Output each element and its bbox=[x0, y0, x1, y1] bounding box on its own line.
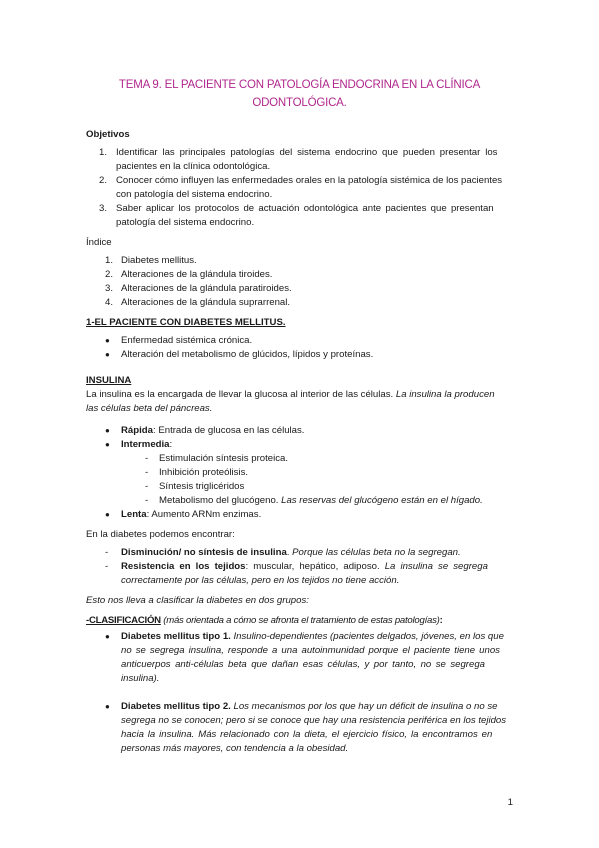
tipo1-line bbox=[121, 630, 504, 644]
objetivo-number: 1. bbox=[99, 147, 108, 158]
objetivo-line: Saber aplicar los protocolos de actuación odontológica ante pacientes que presentan bbox=[116, 203, 494, 214]
dash-marker: - bbox=[145, 495, 149, 506]
tipo2-line: hacia la insulina. Más relacionado con la dieta, el ejercicio físico, la encontramos en bbox=[121, 729, 493, 740]
resistencia-text: : muscular, hepático, adiposo. bbox=[245, 561, 380, 572]
insulina-italic-text: La insulina la producen bbox=[395, 389, 495, 400]
objetivo-line: pacientes en la clínica odontológica. bbox=[116, 161, 271, 172]
bullet-item: Enfermedad sistémica crónica. bbox=[121, 335, 253, 346]
lenta-item bbox=[121, 508, 261, 522]
dash-marker: - bbox=[105, 547, 109, 558]
tipo1-label: Diabetes mellitus tipo 1. bbox=[121, 631, 231, 642]
objetivo-number: 3. bbox=[99, 203, 108, 214]
intermedia-label: Intermedia bbox=[121, 439, 170, 450]
dash-marker: - bbox=[105, 561, 109, 572]
resistencia-label: Resistencia en los tejidos bbox=[121, 561, 246, 572]
bullet-icon: ● bbox=[105, 632, 110, 641]
intermedia-subitem: Inhibición proteólisis. bbox=[159, 467, 249, 478]
bullet-icon: ● bbox=[105, 440, 110, 449]
bullet-icon: ● bbox=[105, 350, 110, 359]
rapida-label: Rápida bbox=[121, 425, 153, 436]
intermedia-colon: : bbox=[169, 439, 173, 450]
resistencia-italic-line: correctamente por las células, pero en los tejidos no tiene acción. bbox=[121, 575, 400, 586]
resistencia-italic: La insulina se segrega bbox=[384, 561, 488, 572]
intermedia-subitem: Síntesis triglicéridos bbox=[159, 481, 245, 492]
tipo1-line: anticuerpos anti-células beta que dañan esas células, y por tanto, no se segrega bbox=[121, 659, 486, 670]
tipo1-line: no se segrega insulina, responde a una autoinmunidad porque el paciente tiene unos bbox=[121, 645, 500, 656]
insulina-heading: INSULINA bbox=[86, 375, 132, 386]
insulina-paragraph bbox=[86, 388, 495, 402]
title-line-1: TEMA 9. EL PACIENTE CON PATOLOGÍA ENDOCRINA EN LA CLÍNICA bbox=[118, 79, 481, 91]
objetivo-line: Conocer cómo influyen las enfermedades orales en la patología sistémica de los pacientes bbox=[116, 175, 503, 186]
dash-marker: - bbox=[145, 467, 149, 478]
objetivo-line: con patología del sistema endocrino. bbox=[116, 189, 273, 200]
insulina-text: La insulina es la encargada de llevar la glucosa al interior de las células. bbox=[86, 389, 394, 400]
lenta-text: : Aumento ARNm enzimas. bbox=[146, 509, 262, 520]
resistencia-item bbox=[121, 560, 488, 574]
indice-item: Diabetes mellitus. bbox=[121, 255, 197, 266]
bullet-icon: ● bbox=[105, 702, 110, 711]
intermedia-item bbox=[121, 438, 172, 452]
disminucion-text: . bbox=[286, 547, 290, 558]
tipo2-line: segrega no se conocen; pero si se conoce que hay una resistencia periférica en los tejidos bbox=[121, 715, 507, 726]
clasificar-text: Esto nos lleva a clasificar la diabetes en dos grupos: bbox=[86, 595, 309, 606]
disminucion-item bbox=[121, 546, 461, 560]
indice-number: 2. bbox=[105, 269, 114, 280]
tipo2-line: personas más mayores, con tendencia a la obesidad. bbox=[121, 743, 349, 754]
rapida-item bbox=[121, 424, 304, 438]
bullet-icon: ● bbox=[105, 510, 110, 519]
clasificacion-colon: : bbox=[439, 615, 443, 626]
indice-item: Alteraciones de la glándula suprarrenal. bbox=[121, 297, 291, 308]
indice-number: 4. bbox=[105, 297, 114, 308]
tipo1-text: Insulino-dependientes (pacientes delgados, jóvenes, en los que bbox=[233, 631, 504, 642]
lenta-label: Lenta bbox=[121, 509, 147, 520]
indice-item: Alteraciones de la glándula paratiroides. bbox=[121, 283, 292, 294]
indice-number: 1. bbox=[105, 255, 114, 266]
clasificacion-line bbox=[86, 614, 443, 628]
tipo1-line: insulina). bbox=[121, 673, 160, 684]
objetivo-number: 2. bbox=[99, 175, 108, 186]
glucogeno-italic: Las reservas del glucógeno están en el hígado. bbox=[281, 495, 483, 506]
section-heading: 1-EL PACIENTE CON DIABETES MELLITUS. bbox=[86, 317, 286, 328]
rapida-text: : Entrada de glucosa en las células. bbox=[153, 425, 305, 436]
page-title bbox=[60, 76, 539, 112]
objetivos-heading: Objetivos bbox=[86, 129, 130, 140]
tipo2-label: Diabetes mellitus tipo 2. bbox=[121, 701, 231, 712]
objetivo-line: Identificar las principales patologías del sistema endocrino que pueden presentar los bbox=[116, 147, 498, 158]
intermedia-subitem: Estimulación síntesis proteica. bbox=[159, 453, 289, 464]
tipo2-line bbox=[121, 700, 497, 714]
glucogeno-text: Metabolismo del glucógeno. bbox=[159, 495, 279, 506]
disminucion-italic: Porque las células beta no la segregan. bbox=[292, 547, 461, 558]
bullet-icon: ● bbox=[105, 336, 110, 345]
indice-item: Alteraciones de la glándula tiroides. bbox=[121, 269, 273, 280]
title-line-2: ODONTOLÓGICA. bbox=[252, 97, 347, 109]
objetivo-line: patología del sistema endocrino. bbox=[116, 217, 255, 228]
dash-marker: - bbox=[145, 481, 149, 492]
page-number: 1 bbox=[507, 797, 513, 808]
insulina-italic-line: las células beta del páncreas. bbox=[86, 403, 213, 414]
disminucion-label: Disminución/ no síntesis de insulina bbox=[121, 547, 287, 558]
tipo2-text: Los mecanismos por los que hay un déficit de insulina o no se bbox=[233, 701, 498, 712]
bullet-item: Alteración del metabolismo de glúcidos, lípidos y proteínas. bbox=[121, 349, 374, 360]
bullet-icon: ● bbox=[105, 426, 110, 435]
clasificacion-label: -CLASIFICACIÓN bbox=[86, 615, 161, 626]
clasificacion-italic: (más orientada a cómo se afronta el tratamiento de estas patologías) bbox=[163, 615, 440, 626]
glucogeno-item bbox=[159, 494, 483, 508]
diabetes-intro: En la diabetes podemos encontrar: bbox=[86, 529, 235, 540]
dash-marker: - bbox=[145, 453, 149, 464]
indice-heading: Índice bbox=[86, 237, 112, 248]
indice-number: 3. bbox=[105, 283, 114, 294]
